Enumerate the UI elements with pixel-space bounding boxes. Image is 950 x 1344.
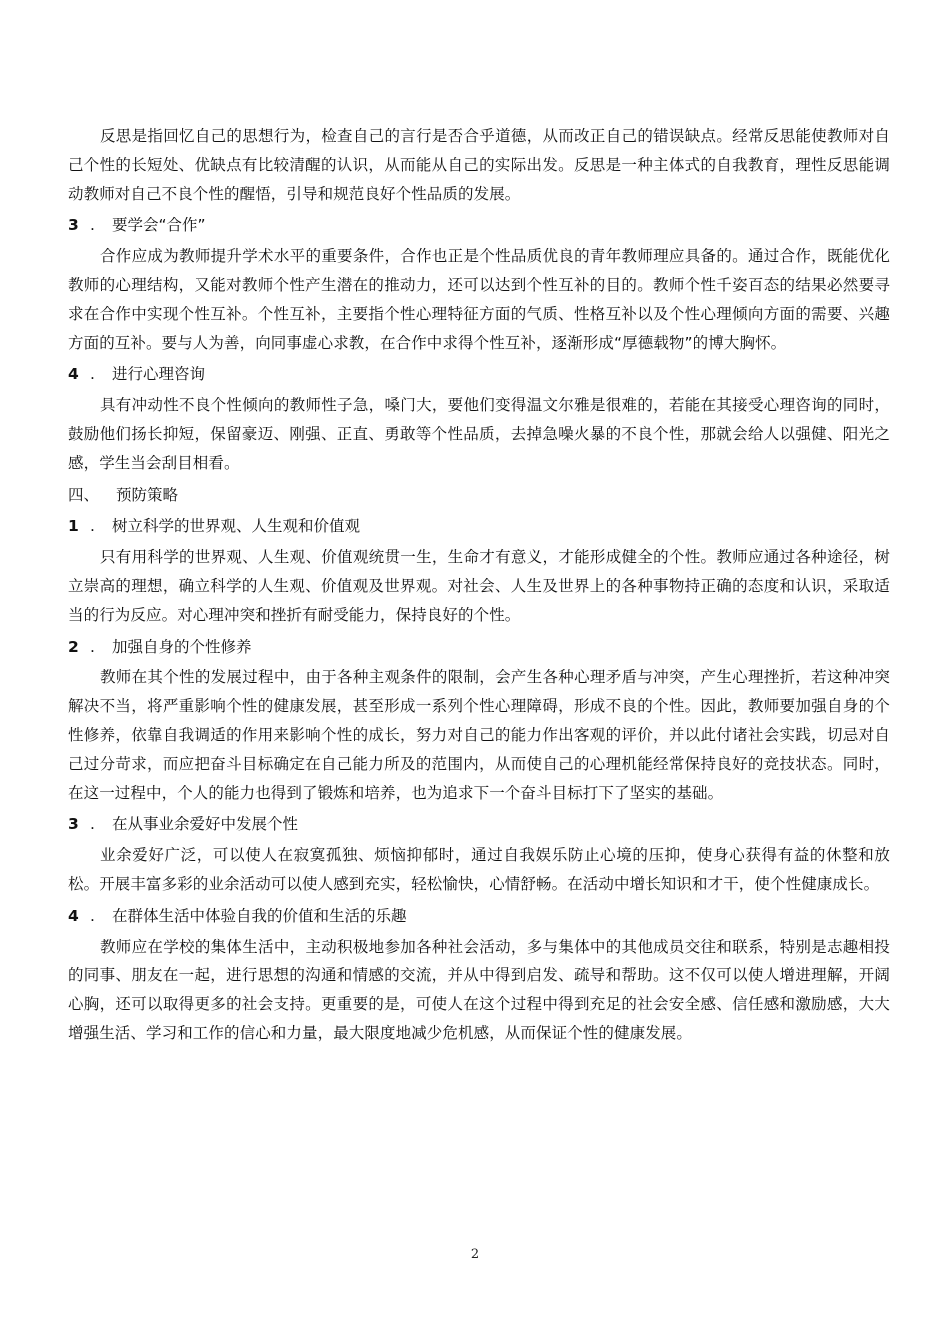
section-number: 四、 <box>68 485 100 504</box>
heading-number: 1 <box>68 517 79 536</box>
paragraph-reflection: 反思是指回忆自己的思想行为，检查自己的言行是否合乎道德，从而改正自己的错误缺点。经常反思能使教师对自己个性的长短处、优缺点有比较清醒的认识，从而能从自己的实际出发。反思是一种主体式的自我教育，理性反思能调动教师对自己不良个性的醒悟，引导和规范良好个性品质的发展。 <box>68 127 890 203</box>
heading-number: 3 <box>68 216 79 235</box>
heading-number: 4 <box>68 906 79 925</box>
heading-3-cooperation <box>68 211 890 240</box>
heading-dot: . <box>90 216 95 235</box>
heading-text: 在群体生活中体验自我的价值和生活的乐趣 <box>112 906 407 925</box>
heading-text: 进行心理咨询 <box>112 365 206 384</box>
heading-number: 2 <box>68 637 79 656</box>
heading-dot: . <box>90 637 95 656</box>
document-body <box>68 122 890 1048</box>
heading-3-hobbies <box>68 810 890 839</box>
heading-text: 在从事业余爱好中发展个性 <box>112 815 299 834</box>
paragraph-group-life: 教师应在学校的集体生活中，主动积极地参加各种社会活动，多与集体中的其他成员交往和联系，特别是志趣相投的同事、朋友在一起，进行思想的沟通和情感的交流，并从中得到启发、疏导和帮助。这不仅可以使人增进理解，开阔心胸，还可以取得更多的社会支持。更重要的是，可使人在这个过程中得到充足的社会安全感、信任感和激励感，大大增强生活、学习和工作的信心和力量，最大限度地减少危机感，从而保证个性的健康发展。 <box>68 937 890 1042</box>
heading-text: 加强自身的个性修养 <box>112 637 252 656</box>
section-title: 预防策略 <box>116 485 179 504</box>
heading-text: 树立科学的世界观、人生观和价值观 <box>112 517 361 536</box>
paragraph-worldview: 只有用科学的世界观、人生观、价值观统贯一生，生命才有意义，才能形成健全的个性。教师应通过各种途径，树立崇高的理想，确立科学的人生观、价值观及世界观。对社会、人生及世界上的各种事物持正确的态度和认识，采取适当的行为反应。对心理冲突和挫折有耐受能力，保持良好的个性。 <box>68 548 890 624</box>
heading-dot: . <box>90 365 95 384</box>
heading-4-counseling <box>68 360 890 389</box>
heading-text: 要学会“合作” <box>112 216 206 235</box>
heading-number: 3 <box>68 815 79 834</box>
heading-1-worldview <box>68 512 890 541</box>
heading-number: 4 <box>68 365 79 384</box>
paragraph-counseling: 具有冲动性不良个性倾向的教师性子急，嗓门大，要他们变得温文尔雅是很难的，若能在其接受心理咨询的同时，鼓励他们扬长抑短，保留豪迈、刚强、正直、勇敢等个性品质，去掉急噪火暴的不良个性，那就会给人以强健、阳光之感，学生当会刮目相看。 <box>68 396 890 472</box>
heading-dot: . <box>90 517 95 536</box>
paragraph-self-cultivation: 教师在其个性的发展过程中，由于各种主观条件的限制，会产生各种心理矛盾与冲突，产生心理挫折，若这种冲突解决不当，将严重影响个性的健康发展，甚至形成一系列个性心理障碍，形成不良的个性。因此，教师要加强自身的个性修养，依靠自我调适的作用来影响个性的成长，努力对自己的能力作出客观的评价，并以此付诸社会实践，切忌对自己过分苛求，而应把奋斗目标确定在自己能力所及的范围内，从而使自己的心理机能经常保持良好的竞技状态。同时，在这一过程中，个人的能力也得到了锻炼和培养，也为追求下一个奋斗目标打下了坚实的基础。 <box>68 668 890 802</box>
heading-2-self-cultivation <box>68 633 890 662</box>
section-heading-prevention <box>68 481 890 510</box>
paragraph-cooperation: 合作应成为教师提升学术水平的重要条件，合作也正是个性品质优良的青年教师理应具备的。通过合作，既能优化教师的心理结构，又能对教师个性产生潜在的推动力，还可以达到个性互补的目的。教师个性千姿百态的结果必然要寻求在合作中实现个性互补。个性互补，主要指个性心理特征方面的气质、性格互补以及个性心理倾向方面的需要、兴趣方面的互补。要与人为善，向同事虚心求教，在合作中求得个性互补，逐渐形成“厚德载物”的博大胸怀。 <box>68 247 890 352</box>
heading-dot: . <box>90 815 95 834</box>
paragraph-hobbies: 业余爱好广泛，可以使人在寂寞孤独、烦恼抑郁时，通过自我娱乐防止心境的压抑，使身心获得有益的休整和放松。开展丰富多彩的业余活动可以使人感到充实，轻松愉快，心情舒畅。在活动中增长知识和才干，使个性健康成长。 <box>68 846 890 893</box>
heading-4-group-life <box>68 902 890 931</box>
heading-dot: . <box>90 906 95 925</box>
page-number: 2 <box>470 1247 480 1262</box>
